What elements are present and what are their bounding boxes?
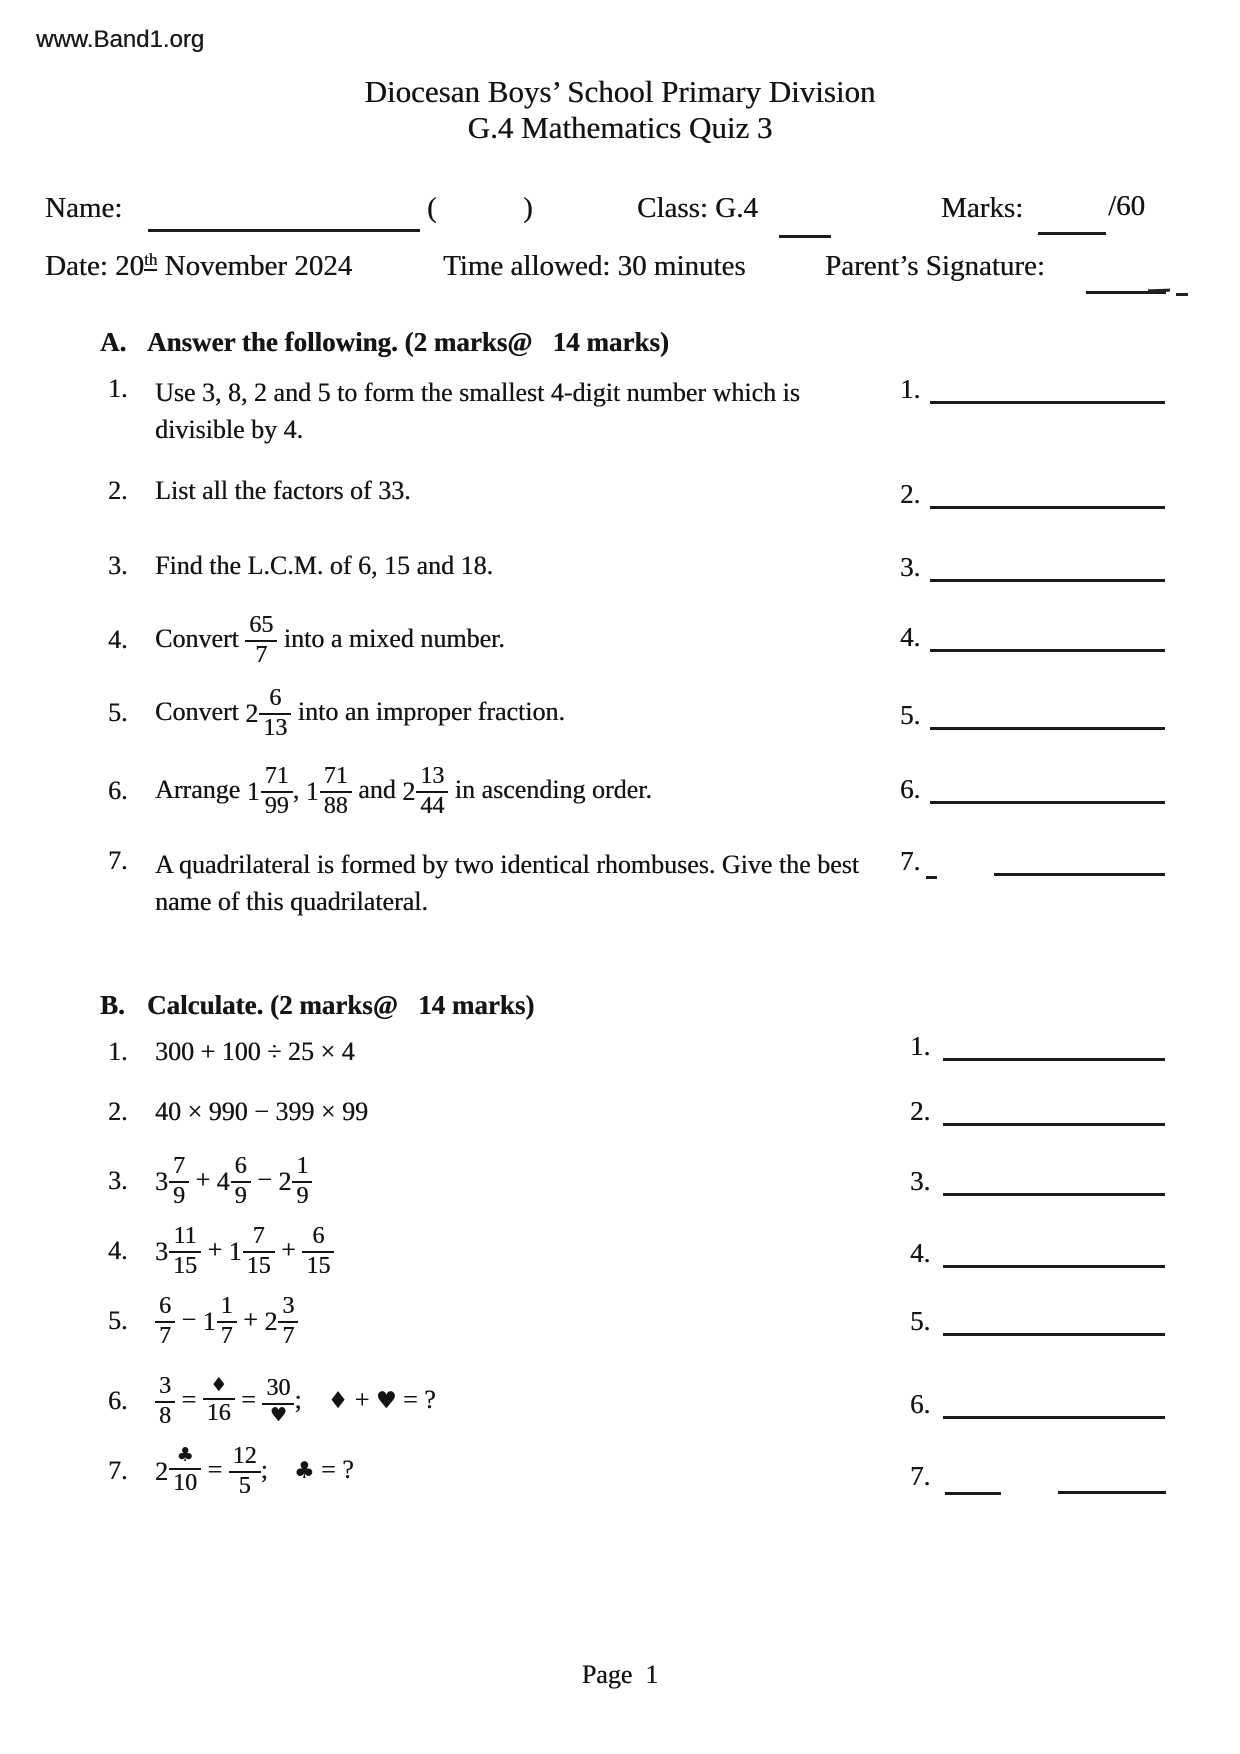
marks-total: /60 — [1108, 190, 1146, 222]
denominator: 15 — [302, 1251, 334, 1279]
text-run: 300 + 100 ÷ 25 × 4 — [155, 1037, 355, 1066]
question-number: 7. — [108, 1456, 128, 1485]
answer-blank-line — [930, 401, 1165, 404]
text-run: Convert — [155, 624, 246, 654]
school-title: Diocesan Boys’ School Primary Division — [364, 74, 876, 109]
fraction — [259, 686, 291, 741]
section-b-answer-4 — [910, 1238, 1178, 1274]
answer-blank-line — [943, 1123, 1165, 1126]
name-label: Name: — [45, 192, 123, 224]
whole-number: 2 — [278, 1167, 292, 1197]
section-a-question-1 — [108, 374, 800, 448]
section-a-label: A. — [100, 327, 127, 357]
mixed-number — [217, 1154, 251, 1210]
suit-symbol: ♣ — [293, 1457, 315, 1484]
denominator: 13 — [259, 713, 291, 741]
denominator: 10 — [169, 1468, 201, 1496]
section-a-answer-5 — [900, 700, 1168, 736]
denominator: 15 — [169, 1251, 201, 1279]
numerator: 1 — [296, 1152, 309, 1179]
whole-number: 2 — [245, 699, 259, 729]
mixed-number — [203, 1294, 237, 1350]
suit-symbol: ♥ — [375, 1388, 397, 1415]
answer-blank-line — [930, 579, 1165, 582]
fraction — [169, 1154, 189, 1209]
section-b-answer-1 — [910, 1031, 1178, 1067]
fraction — [278, 1294, 298, 1349]
numerator: 11 — [173, 1222, 197, 1249]
section-b-answer-7 — [910, 1461, 1178, 1497]
numerator: 71 — [323, 762, 348, 789]
section-b-answer-3 — [910, 1166, 1178, 1202]
text-run: = ? — [314, 1454, 354, 1484]
text-run: in ascending order. — [448, 774, 652, 804]
fraction — [262, 1376, 294, 1426]
section-a-question-2 — [108, 476, 411, 506]
section-a-question-4 — [108, 611, 505, 669]
section-a-answer-7 — [900, 846, 1168, 882]
question-number: 5. — [108, 698, 128, 727]
fraction — [169, 1224, 201, 1279]
answer-number: 3. — [910, 1166, 931, 1196]
denominator: ♥ — [262, 1403, 294, 1426]
page-number: Page 1 — [581, 1660, 659, 1689]
fraction — [243, 1224, 275, 1279]
denominator: 99 — [261, 791, 293, 819]
question-number: 2. — [108, 1097, 128, 1126]
class-label: Class: G.4 — [637, 192, 758, 224]
suit-symbol: ♦ — [327, 1388, 349, 1415]
section-b-question-1 — [108, 1037, 355, 1067]
answer-blank-line-short — [945, 1492, 1001, 1495]
answer-number: 2. — [910, 1096, 931, 1126]
whole-number: 2 — [264, 1307, 278, 1337]
answer-number: 5. — [900, 700, 921, 730]
text-run: Convert — [155, 696, 246, 726]
section-b-answer-6 — [910, 1389, 1178, 1425]
scan-artifact — [1148, 289, 1170, 293]
question-text — [155, 846, 859, 920]
question-text — [155, 1152, 312, 1210]
section-a-answer-2 — [900, 479, 1168, 515]
fraction — [169, 1446, 201, 1496]
question-number: 4. — [108, 1236, 128, 1265]
whole-number: 3 — [155, 1237, 168, 1267]
mixed-number — [229, 1224, 275, 1280]
question-text — [155, 762, 652, 820]
answer-number: 1. — [910, 1031, 931, 1061]
text-run: into a mixed number. — [277, 624, 505, 654]
denominator: 9 — [292, 1181, 312, 1209]
numerator: 6 — [269, 684, 282, 711]
answer-number: 3. — [900, 552, 921, 582]
denominator: 16 — [203, 1398, 235, 1426]
section-a-title: Answer the following. (2 marks@ 14 marks) — [147, 327, 669, 357]
text-run: + — [274, 1234, 303, 1264]
numerator: 71 — [264, 762, 289, 789]
denominator: 7 — [217, 1321, 237, 1349]
numerator: 6 — [234, 1152, 247, 1179]
text-run: − — [250, 1164, 279, 1194]
answer-number: 7. — [900, 846, 921, 876]
fraction — [155, 1294, 175, 1349]
section-b-header — [100, 990, 534, 1021]
mixed-number — [402, 764, 448, 820]
fraction — [302, 1224, 334, 1279]
section-b-question-2 — [108, 1097, 368, 1127]
mixed-number — [155, 1444, 201, 1500]
answer-blank-line — [943, 1193, 1165, 1196]
question-text — [155, 1372, 436, 1429]
class-number-paren-open: ( — [427, 192, 437, 224]
whole-number: 1 — [305, 777, 319, 807]
section-b-answer-2 — [910, 1096, 1178, 1132]
question-text — [155, 611, 505, 668]
fraction — [229, 1444, 261, 1499]
fraction — [416, 764, 448, 819]
answer-number: 1. — [900, 374, 921, 404]
text-run: ; — [294, 1385, 328, 1415]
mixed-number — [278, 1154, 312, 1210]
section-a-question-5 — [108, 684, 565, 742]
text-run: A quadrilateral is formed by two identical rhombuses. Give the best — [155, 850, 859, 879]
section-a-question-6 — [108, 762, 652, 820]
section-a-header — [100, 327, 669, 358]
whole-number: 2 — [155, 1457, 168, 1487]
question-number: 7. — [108, 846, 128, 875]
numerator: 3 — [159, 1372, 171, 1399]
numerator: 65 — [249, 611, 274, 638]
watermark: www.Band1.org — [36, 26, 205, 53]
whole-number: 4 — [216, 1167, 230, 1197]
answer-blank-line — [943, 1058, 1165, 1061]
date-suffix: November 2024 — [157, 250, 353, 282]
answer-blank-line — [930, 649, 1165, 652]
answer-number: 4. — [910, 1238, 931, 1268]
text-run: Arrange — [155, 774, 247, 804]
time-allowed-label: Time allowed: 30 minutes — [443, 250, 746, 282]
mixed-number — [306, 764, 352, 820]
numerator: ♦ — [210, 1374, 228, 1397]
question-number: 6. — [108, 1386, 128, 1415]
question-text — [155, 476, 411, 506]
numerator: 1 — [220, 1292, 233, 1319]
numerator: 13 — [420, 762, 445, 789]
answer-blank-line-long — [1058, 1491, 1166, 1494]
question-number: 6. — [108, 776, 128, 805]
quiz-title: G.4 Mathematics Quiz 3 — [467, 110, 773, 145]
question-number: 3. — [108, 1166, 128, 1195]
fraction — [261, 764, 293, 819]
text-run: Find the L.C.M. of 6, 15 and 18. — [155, 551, 493, 580]
mixed-number — [264, 1294, 298, 1350]
text-run: name of this quadrilateral. — [155, 887, 428, 916]
question-number: 3. — [108, 551, 128, 580]
answer-number: 5. — [910, 1306, 931, 1336]
numerator: 6 — [312, 1222, 325, 1249]
answer-number: 4. — [900, 622, 921, 652]
text-run: Use 3, 8, 2 and 5 to form the smallest 4-digit number which is — [155, 378, 800, 407]
text-run: divisible by 4. — [155, 415, 304, 444]
answer-blank-line — [994, 873, 1165, 876]
section-a-answer-6 — [900, 774, 1168, 810]
whole-number: 1 — [228, 1237, 242, 1267]
mixed-number — [245, 686, 291, 742]
mixed-number — [155, 1154, 189, 1210]
question-text — [155, 684, 565, 742]
marks-label: Marks: — [941, 192, 1024, 224]
date-label — [45, 250, 352, 283]
section-b-question-4 — [108, 1222, 334, 1280]
section-a-answer-1 — [900, 374, 1168, 410]
scan-artifact — [1176, 293, 1188, 296]
parent-signature-label: Parent’s Signature: — [825, 250, 1045, 282]
fraction — [203, 1376, 235, 1426]
denominator: 9 — [231, 1181, 251, 1209]
answer-blank-line — [943, 1265, 1165, 1268]
whole-number: 3 — [155, 1167, 168, 1197]
text-run: 40 × 990 − 399 × 99 — [155, 1097, 368, 1126]
question-text — [155, 1037, 355, 1067]
text-run: + — [189, 1164, 217, 1194]
answer-blank-line — [930, 727, 1165, 730]
section-b-title: Calculate. (2 marks@ 14 marks) — [147, 990, 535, 1020]
text-run: and — [351, 774, 403, 804]
text-run: = — [201, 1454, 229, 1484]
numerator: 3 — [282, 1292, 295, 1319]
numerator: 12 — [232, 1442, 257, 1469]
denominator: 9 — [169, 1181, 189, 1209]
fraction — [320, 764, 352, 819]
question-number: 1. — [108, 374, 128, 403]
text-run: + — [348, 1385, 376, 1415]
answer-number: 7. — [910, 1461, 931, 1491]
text-run: ; — [260, 1454, 294, 1484]
question-number: 5. — [108, 1306, 128, 1335]
fraction — [155, 1374, 175, 1429]
section-b-label: B. — [100, 990, 125, 1020]
mixed-number — [247, 764, 293, 820]
section-a-answer-4 — [900, 622, 1168, 658]
answer-blank-line — [930, 801, 1165, 804]
answer-blank-dash — [926, 876, 937, 879]
answer-blank-line — [930, 506, 1165, 509]
denominator: 5 — [229, 1471, 261, 1499]
date-ordinal: th — [144, 250, 158, 269]
fraction — [231, 1154, 251, 1209]
name-blank-line — [148, 229, 420, 232]
question-text — [155, 1292, 298, 1350]
text-run: − — [175, 1304, 203, 1334]
numerator: 6 — [159, 1292, 171, 1319]
text-run: + — [236, 1304, 265, 1334]
whole-number: 1 — [246, 777, 260, 807]
whole-number: 1 — [202, 1307, 216, 1337]
fraction — [245, 613, 277, 668]
answer-number: 6. — [900, 774, 921, 804]
section-b-question-3 — [108, 1152, 312, 1210]
text-run: = — [175, 1385, 203, 1415]
numerator: 7 — [173, 1152, 185, 1179]
text-run: = — [234, 1385, 263, 1415]
section-a-question-3 — [108, 551, 493, 581]
numerator: 7 — [252, 1222, 265, 1249]
fraction — [217, 1294, 237, 1349]
whole-number: 2 — [402, 777, 416, 807]
fraction — [292, 1154, 312, 1209]
section-a-question-7 — [108, 846, 859, 920]
denominator: 88 — [320, 791, 352, 819]
denominator: 15 — [243, 1251, 275, 1279]
mixed-number — [155, 1224, 201, 1280]
question-text — [155, 551, 493, 581]
class-number-paren-close: ) — [523, 192, 533, 224]
question-number: 1. — [108, 1037, 128, 1066]
text-run: + — [201, 1234, 229, 1264]
numerator: 30 — [266, 1375, 291, 1402]
text-run: , — [292, 774, 306, 804]
section-b-answer-5 — [910, 1306, 1178, 1342]
denominator: 7 — [278, 1321, 298, 1349]
text-run: into an improper fraction. — [291, 696, 565, 726]
denominator: 8 — [155, 1401, 175, 1429]
question-text — [155, 374, 800, 448]
date-prefix: Date: 20 — [45, 250, 145, 282]
class-blank-line — [779, 235, 831, 238]
question-text — [155, 1222, 334, 1280]
section-b-question-7 — [108, 1442, 354, 1500]
numerator: ♣ — [176, 1444, 194, 1467]
denominator: 44 — [416, 791, 448, 819]
denominator: 7 — [155, 1321, 175, 1349]
text-run: List all the factors of 33. — [155, 476, 411, 505]
denominator: 7 — [245, 640, 277, 668]
answer-blank-line — [943, 1333, 1165, 1336]
text-run: = ? — [396, 1385, 436, 1415]
question-number: 2. — [108, 476, 128, 505]
question-text — [155, 1442, 354, 1500]
question-number: 4. — [108, 625, 128, 654]
answer-number: 2. — [900, 479, 921, 509]
answer-blank-line — [943, 1416, 1165, 1419]
question-text — [155, 1097, 368, 1127]
answer-number: 6. — [910, 1389, 931, 1419]
section-b-question-5 — [108, 1292, 298, 1350]
section-b-question-6 — [108, 1372, 436, 1430]
section-a-answer-3 — [900, 552, 1168, 588]
marks-blank-line — [1038, 232, 1106, 235]
